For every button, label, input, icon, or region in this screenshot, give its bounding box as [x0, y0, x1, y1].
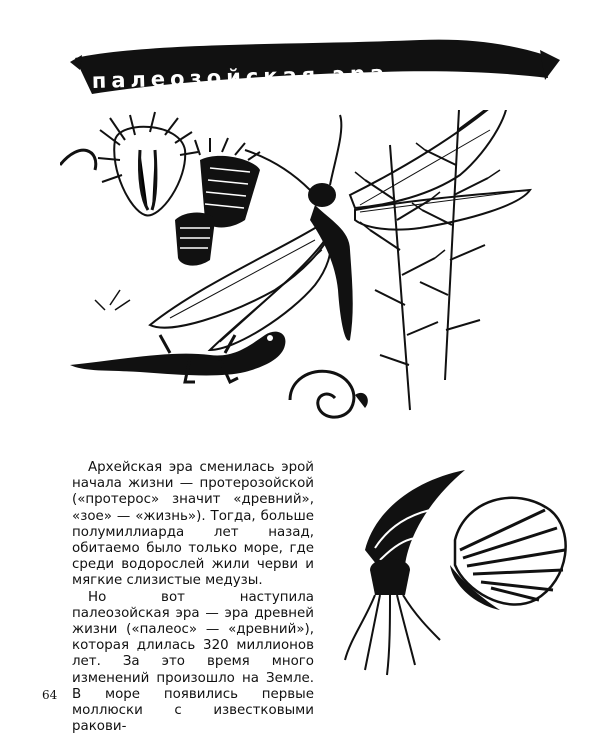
body-text — [72, 460, 314, 735]
paleozoic-illustration — [60, 110, 600, 430]
page-number: 64 — [42, 688, 58, 702]
title-banner — [0, 0, 600, 110]
medusa-drawing — [60, 112, 198, 215]
fan-creatures-drawing — [175, 138, 260, 266]
paleozoic-creatures-drawing — [60, 110, 600, 430]
mollusks-drawing — [335, 470, 580, 680]
mollusk-illustration — [335, 470, 580, 680]
paragraph: Но вот наступила палеозойская эра — эра древней жизни («палеос» — «древний»), которая длилась 320 миллионов лет. За это время много изменений произошло на Земле. В море появились первые моллюски с известковыми ракови- — [72, 589, 314, 735]
brachiopod-shell-drawing — [450, 498, 566, 610]
page-title: палеозойская эра — [91, 61, 390, 93]
title-brush-stroke — [0, 0, 600, 110]
horsetail-plants-drawing — [355, 110, 500, 410]
orthoceras-drawing — [345, 470, 465, 675]
paragraph: Архейская эра сменилась эрой начала жизни — протерозойской («протерос» значит «древний», «зое» — «жизнь»). Тогда, больше полумиллиарда лет назад, обитаемо было только море, где среди водорослей жили черви и мягкие слизистые медузы. — [72, 460, 314, 589]
amphibian-drawing — [70, 332, 285, 382]
